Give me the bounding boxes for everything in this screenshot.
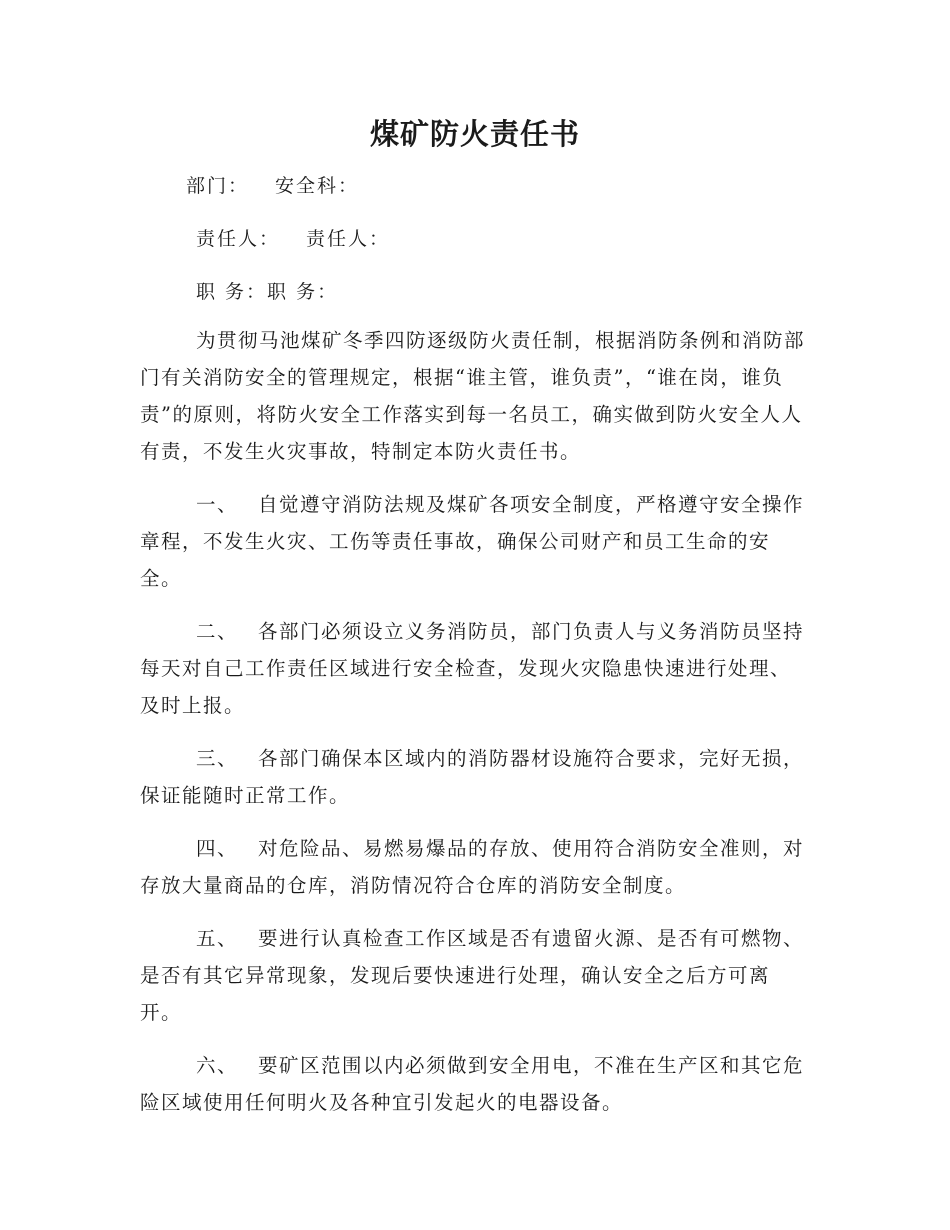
clause-6-number: 六、 (196, 1054, 239, 1077)
clause-1-text: 自觉遵守消防法规及煤矿各项安全制度，严格遵守安全操作章程，不发生火灾、工伤等责任事故，确保公司财产和员工生命的安全。 (140, 493, 805, 590)
position-value: 职 务： (267, 281, 339, 303)
clause-2-number: 二、 (196, 620, 239, 643)
clause-5-text: 要进行认真检查工作区域是否有遗留火源、是否有可燃物、是否有其它异常现象，发现后要快速进行处理，确认安全之后方可离开。 (140, 927, 805, 1024)
clause-3-number: 三、 (196, 747, 239, 770)
clause-3 (140, 740, 805, 814)
department-value: 安全科： (275, 175, 360, 197)
position-label: 职 务： (196, 281, 268, 303)
department-label: 部门： (186, 175, 250, 197)
clause-5 (140, 920, 805, 1031)
clause-2 (140, 613, 805, 724)
document-title: 煤矿防火责任书 (369, 117, 580, 151)
clause-4 (140, 830, 805, 904)
responsible-person-label: 责任人： (196, 228, 281, 250)
clause-1-number: 一、 (196, 493, 239, 516)
clause-4-number: 四、 (196, 837, 239, 860)
responsible-person-line (196, 224, 390, 251)
clause-1 (140, 486, 805, 597)
responsible-person-value: 责任人： (306, 228, 391, 250)
intro-paragraph: 为贯彻马池煤矿冬季四防逐级防火责任制，根据消防条例和消防部门有关消防安全的管理规定，根据“谁主管，谁负责”，“谁在岗，谁负责”的原则，将防火安全工作落实到每一名员工，确实做到防火安全人人有责，不发生火灾事故，特制定本防火责任书。 (140, 329, 806, 463)
clause-3-text: 各部门确保本区域内的消防器材设施符合要求，完好无损，保证能随时正常工作。 (140, 747, 805, 807)
department-line (186, 171, 359, 198)
clause-6-text: 要矿区范围以内必须做到安全用电，不准在生产区和其它危险区域使用任何明火及各种宜引发起火的电器设备。 (140, 1054, 805, 1114)
clause-2-text: 各部门必须设立义务消防员，部门负责人与义务消防员坚持每天对自己工作责任区域进行安全检查，发现火灾隐患快速进行处理、及时上报。 (140, 620, 805, 717)
clause-5-number: 五、 (196, 927, 239, 950)
position-line (196, 277, 338, 304)
clause-4-text: 对危险品、易燃易爆品的存放、使用符合消防安全准则，对存放大量商品的仓库，消防情况符合仓库的消防安全制度。 (140, 837, 805, 897)
clause-6 (140, 1047, 805, 1121)
